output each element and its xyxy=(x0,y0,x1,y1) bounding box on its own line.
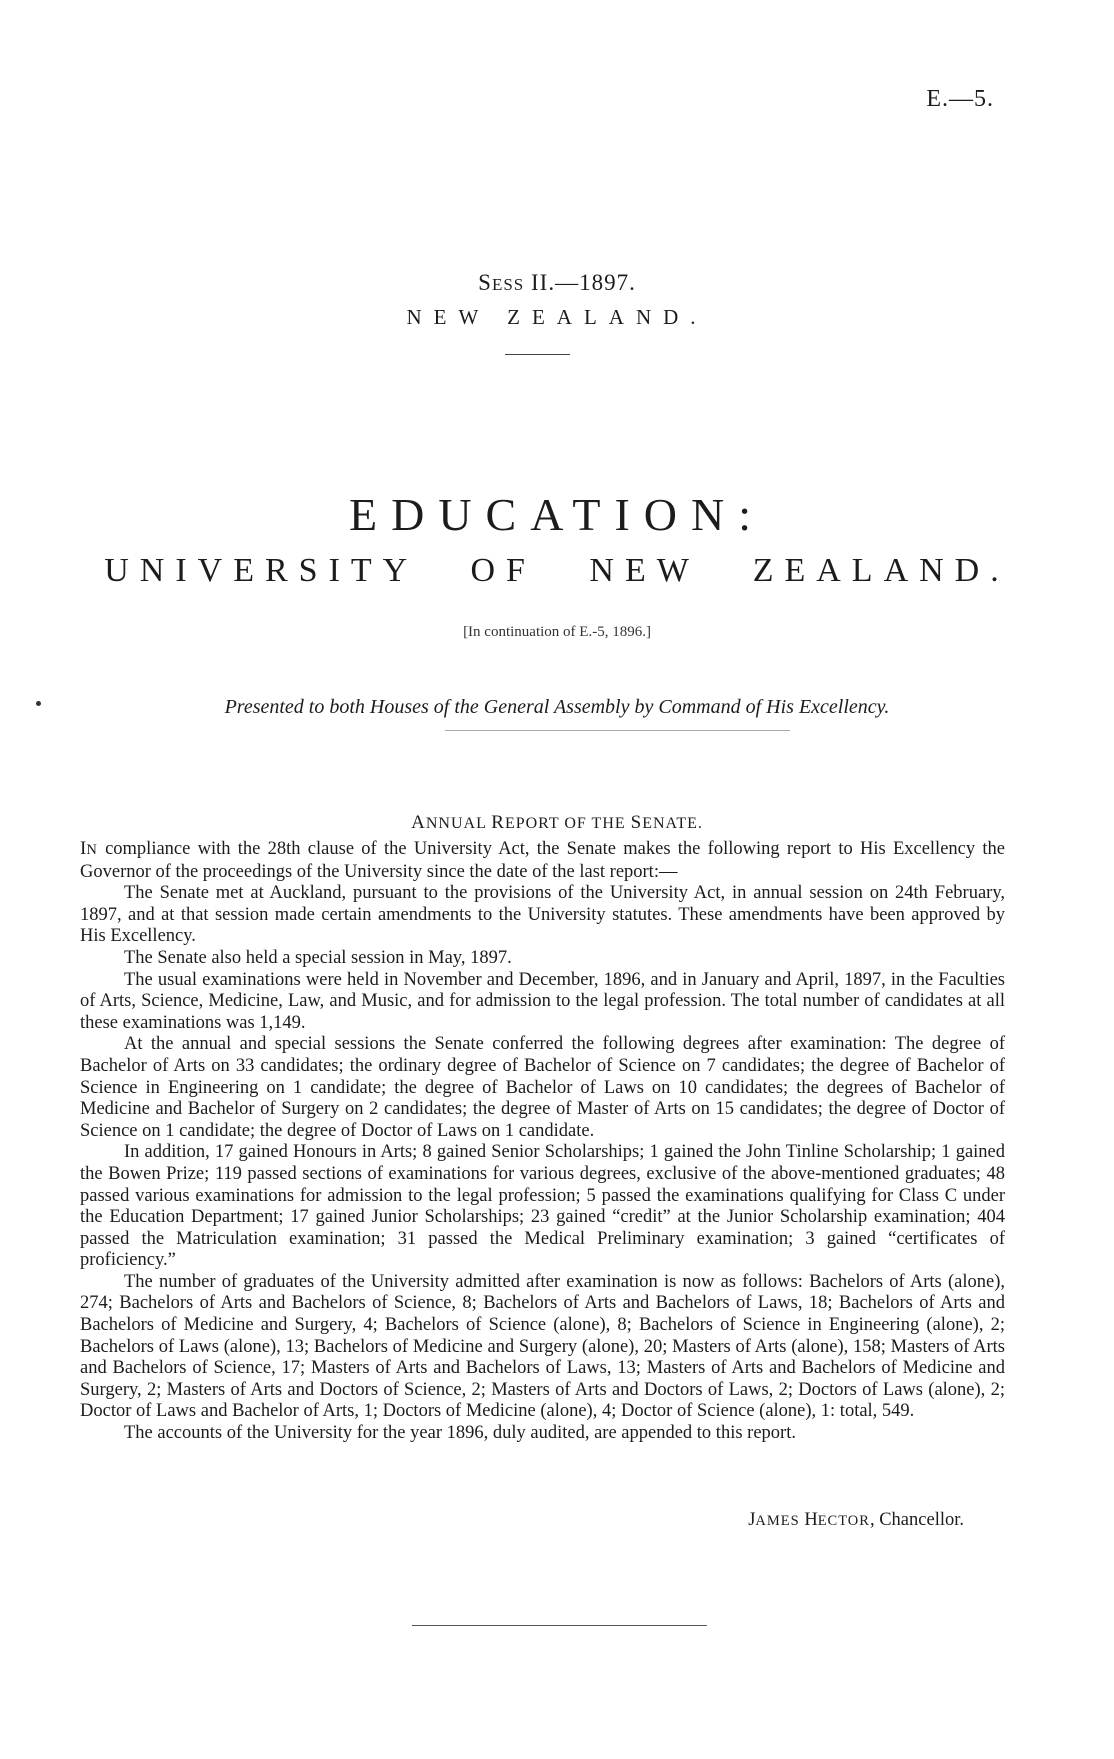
session-number: II.—1897. xyxy=(524,270,636,295)
paragraph-intro-text: compliance with the 28th clause of the University Act, the Senate makes the following report to His Excellency the Governor of the proceedings of the University since the date of the last report:— xyxy=(80,839,1005,882)
page-code: E.—5. xyxy=(926,86,994,112)
report-body xyxy=(80,838,1005,1445)
report-heading xyxy=(0,812,1114,834)
heading-sc-3: ENATE. xyxy=(642,815,703,832)
paragraph-graduates: The number of graduates of the University admitted after examination is now as follows: Bachelors of Arts (alone), 274; Bachelors of Arts and Bachelors of Science, 8; Bachelors of Arts and Bachelors of Laws, 18; Bachelors of Arts and Bachelors of Medicine and Surgery, 4; Bachelors of Science (alone), 8; Bachelors of Science in Engineering (alone), 2; Bachelors of Laws (alone), 13; Bachelors of Medicine and Surgery (alone), 20; Masters of Arts (alone), 158; Masters of Arts and Bachelors of Science, 17; Masters of Arts and Bachelors of Laws, 13; Masters of Arts and Bachelors of Medicine and Surgery, 2; Masters of Arts and Doctors of Science, 2; Masters of Arts and Doctors of Laws, 2; Doctors of Laws (alone), 2; Doctor of Laws and Bachelor of Arts, 1; Doctors of Medicine (alone), 4; Doctor of Science (alone), 1: total, 549. xyxy=(80,1271,1005,1422)
paragraph-examinations: The usual examinations were held in November and December, 1896, and in January and April, 1897, in the Faculties of Arts, Science, Medicine, Law, and Music, and for admission to the legal profession. The total number of candidates at all these examinations was 1,149. xyxy=(80,969,1005,1033)
signature xyxy=(748,1510,964,1531)
presented-line: Presented to both Houses of the General Assembly by Command of His Excellency. xyxy=(224,696,890,718)
signature-last-cap: H xyxy=(804,1510,818,1530)
heading-cap-3: S xyxy=(630,812,643,833)
signature-last-sc: ECTOR xyxy=(817,1513,870,1529)
presented-divider xyxy=(445,730,790,731)
paragraph-annual-session: The Senate met at Auckland, pursuant to the provisions of the University Act, in annual session on 24th February, 1897, and at that session made certain amendments to the University statutes. These amendments have been approved by His Excellency. xyxy=(80,883,1005,947)
paragraph-degrees: At the annual and special sessions the Senate conferred the following degrees after examination: The degree of Bachelor of Arts on 33 candidates; the ordinary degree of Bachelor of Science on 7 candidates; the degree of Bachelor of Science in Engineering on 1 candidate; the degree of Bachelor of Laws on 10 candidates; the degrees of Bachelor of Medicine and Bachelor of Surgery on 2 candidates; the degree of Master of Arts on 15 candidates; the degree of Doctor of Science on 1 candidate; the degree of Doctor of Laws on 1 candidate. xyxy=(80,1034,1005,1141)
lead-sc: N xyxy=(86,842,98,858)
top-divider xyxy=(505,354,570,355)
lead-cap: I xyxy=(80,838,87,859)
sub-title: UNIVERSITY OF NEW ZEALAND. xyxy=(104,552,1010,589)
heading-sc-1: NNUAL xyxy=(425,815,492,832)
heading-sc-2: EPORT OF THE xyxy=(504,815,631,832)
session-word: ESS xyxy=(491,275,525,294)
signature-first-cap: J xyxy=(748,1510,756,1530)
heading-cap-1: A xyxy=(411,812,426,833)
paragraph-intro xyxy=(80,838,1005,883)
paragraph-special-session: The Senate also held a special session in May, 1897. xyxy=(124,947,512,968)
signature-first-sc: AMES xyxy=(755,1513,805,1529)
heading-cap-2: R xyxy=(491,812,505,833)
session-line xyxy=(0,270,1114,296)
paragraph-accounts: The accounts of the University for the year 1896, duly audited, are appended to this report. xyxy=(124,1423,796,1444)
continuation-note: [In continuation of E.-5, 1896.] xyxy=(463,624,651,640)
country-line: NEW ZEALAND. xyxy=(406,305,708,329)
session-initial: S xyxy=(478,270,492,295)
bottom-divider xyxy=(412,1625,707,1626)
main-title: EDUCATION: xyxy=(349,489,765,540)
paragraph-honours: In addition, 17 gained Honours in Arts; 8 gained Senior Scholarships; 1 gained the John Tinline Scholarship; 1 gained the Bowen Prize; 119 passed sections of examinations for various degrees, exclusive of the above-mentioned graduates; 48 passed various examinations for admission to the legal profession; 5 passed the examinations qualifying for Class C under the Education Department; 17 gained Junior Scholarships; 23 gained “credit” at the Junior Scholarship examination; 404 passed the Matriculation examination; 31 passed the Medical Preliminary examination; 3 gained “certificates of proficiency.” xyxy=(80,1142,1005,1271)
signature-title: , Chancellor. xyxy=(869,1510,964,1530)
